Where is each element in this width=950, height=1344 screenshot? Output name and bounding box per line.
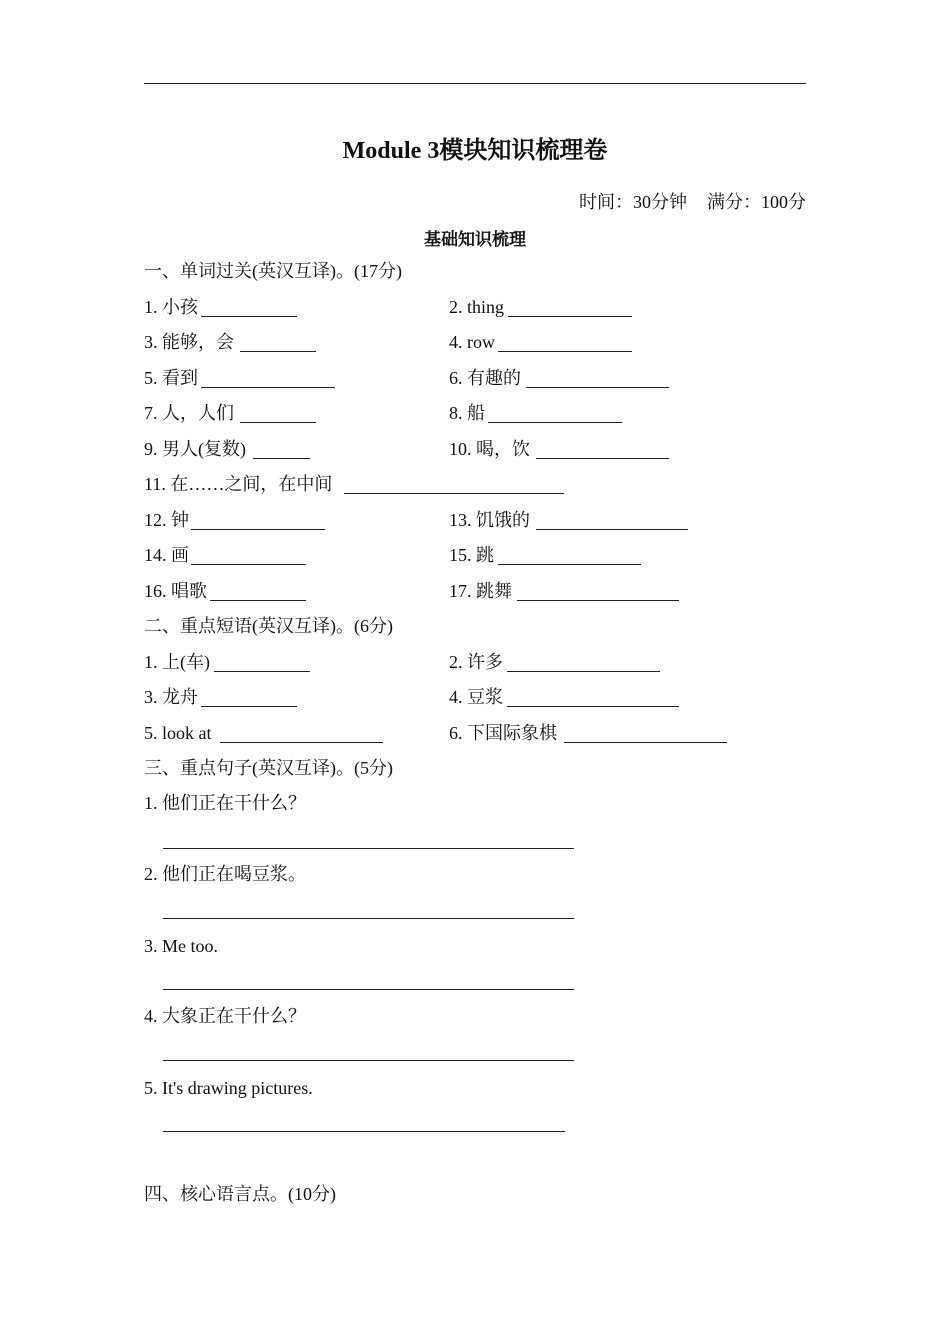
- answer-line[interactable]: [163, 989, 574, 990]
- answer-blank[interactable]: [498, 564, 641, 565]
- answer-blank[interactable]: [191, 529, 325, 530]
- answer-blank[interactable]: [517, 600, 679, 601]
- answer-line[interactable]: [163, 1060, 574, 1061]
- sentence-item-4: 4. 大象正在干什么？: [144, 1006, 306, 1026]
- answer-line[interactable]: [163, 1131, 565, 1132]
- exam-meta: [579, 188, 806, 214]
- vocab-item-2: 2. thing: [449, 297, 505, 317]
- vocab-item-13: 13. 饥饿的: [449, 510, 530, 530]
- vocab-item-14: 14. 画: [144, 545, 189, 565]
- answer-blank[interactable]: [344, 493, 564, 494]
- section3-heading: 三、重点句子(英汉互译)。(5分): [144, 758, 393, 778]
- answer-blank[interactable]: [536, 529, 688, 530]
- answer-blank[interactable]: [564, 742, 727, 743]
- answer-line[interactable]: [163, 918, 574, 919]
- answer-blank[interactable]: [536, 458, 669, 459]
- phrase-item-3: 3. 龙舟: [144, 687, 198, 707]
- top-rule: [144, 83, 806, 84]
- vocab-item-15: 15. 跳: [449, 545, 494, 565]
- vocab-item-3: 3. 能够，会: [144, 332, 234, 352]
- vocab-item-4: 4. row: [449, 332, 495, 352]
- vocab-item-6: 6. 有趣的: [449, 368, 521, 388]
- answer-blank[interactable]: [220, 742, 383, 743]
- answer-blank[interactable]: [240, 351, 316, 352]
- phrase-item-5: 5. look at: [144, 723, 212, 743]
- answer-blank[interactable]: [201, 316, 297, 317]
- vocab-item-11: 11. 在……之间，在中间: [144, 474, 333, 494]
- sentence-item-5: 5. It's drawing pictures.: [144, 1078, 313, 1098]
- phrase-item-1: 1. 上(车): [144, 652, 210, 672]
- answer-blank[interactable]: [253, 458, 310, 459]
- answer-blank[interactable]: [240, 422, 316, 423]
- sentence-item-3: 3. Me too.: [144, 936, 218, 956]
- answer-blank[interactable]: [210, 600, 306, 601]
- section4-heading: 四、核心语言点。(10分): [144, 1184, 336, 1204]
- vocab-item-12: 12. 钟: [144, 510, 189, 530]
- answer-blank[interactable]: [201, 706, 297, 707]
- section2-heading: 二、重点短语(英汉互译)。(6分): [144, 616, 393, 636]
- vocab-item-8: 8. 船: [449, 403, 485, 423]
- score-label: 满分：100分: [707, 192, 806, 212]
- vocab-item-1: 1. 小孩: [144, 297, 198, 317]
- answer-blank[interactable]: [508, 316, 632, 317]
- phrase-item-4: 4. 豆浆: [449, 687, 503, 707]
- answer-blank[interactable]: [507, 706, 679, 707]
- section1-heading: 一、单词过关(英汉互译)。(17分): [144, 261, 402, 281]
- time-label: 时间：30分钟: [579, 192, 687, 212]
- vocab-item-9: 9. 男人(复数): [144, 439, 246, 459]
- page-title: Module 3模块知识梳理卷: [342, 138, 608, 164]
- answer-blank[interactable]: [214, 671, 310, 672]
- vocab-item-16: 16. 唱歌: [144, 581, 207, 601]
- vocab-item-7: 7. 人，人们: [144, 403, 234, 423]
- answer-blank[interactable]: [526, 387, 669, 388]
- phrase-item-2: 2. 许多: [449, 652, 503, 672]
- answer-blank[interactable]: [507, 671, 660, 672]
- vocab-item-17: 17. 跳舞: [449, 581, 512, 601]
- section-subheading: 基础知识梳理: [424, 230, 526, 249]
- phrase-item-6: 6. 下国际象棋: [449, 723, 557, 743]
- answer-blank[interactable]: [191, 564, 306, 565]
- answer-blank[interactable]: [201, 387, 335, 388]
- answer-blank[interactable]: [498, 351, 632, 352]
- vocab-item-10: 10. 喝，饮: [449, 439, 530, 459]
- answer-blank[interactable]: [488, 422, 622, 423]
- vocab-item-5: 5. 看到: [144, 368, 198, 388]
- sentence-item-1: 1. 他们正在干什么？: [144, 793, 306, 813]
- sentence-item-2: 2. 他们正在喝豆浆。: [144, 864, 306, 884]
- answer-line[interactable]: [163, 848, 574, 849]
